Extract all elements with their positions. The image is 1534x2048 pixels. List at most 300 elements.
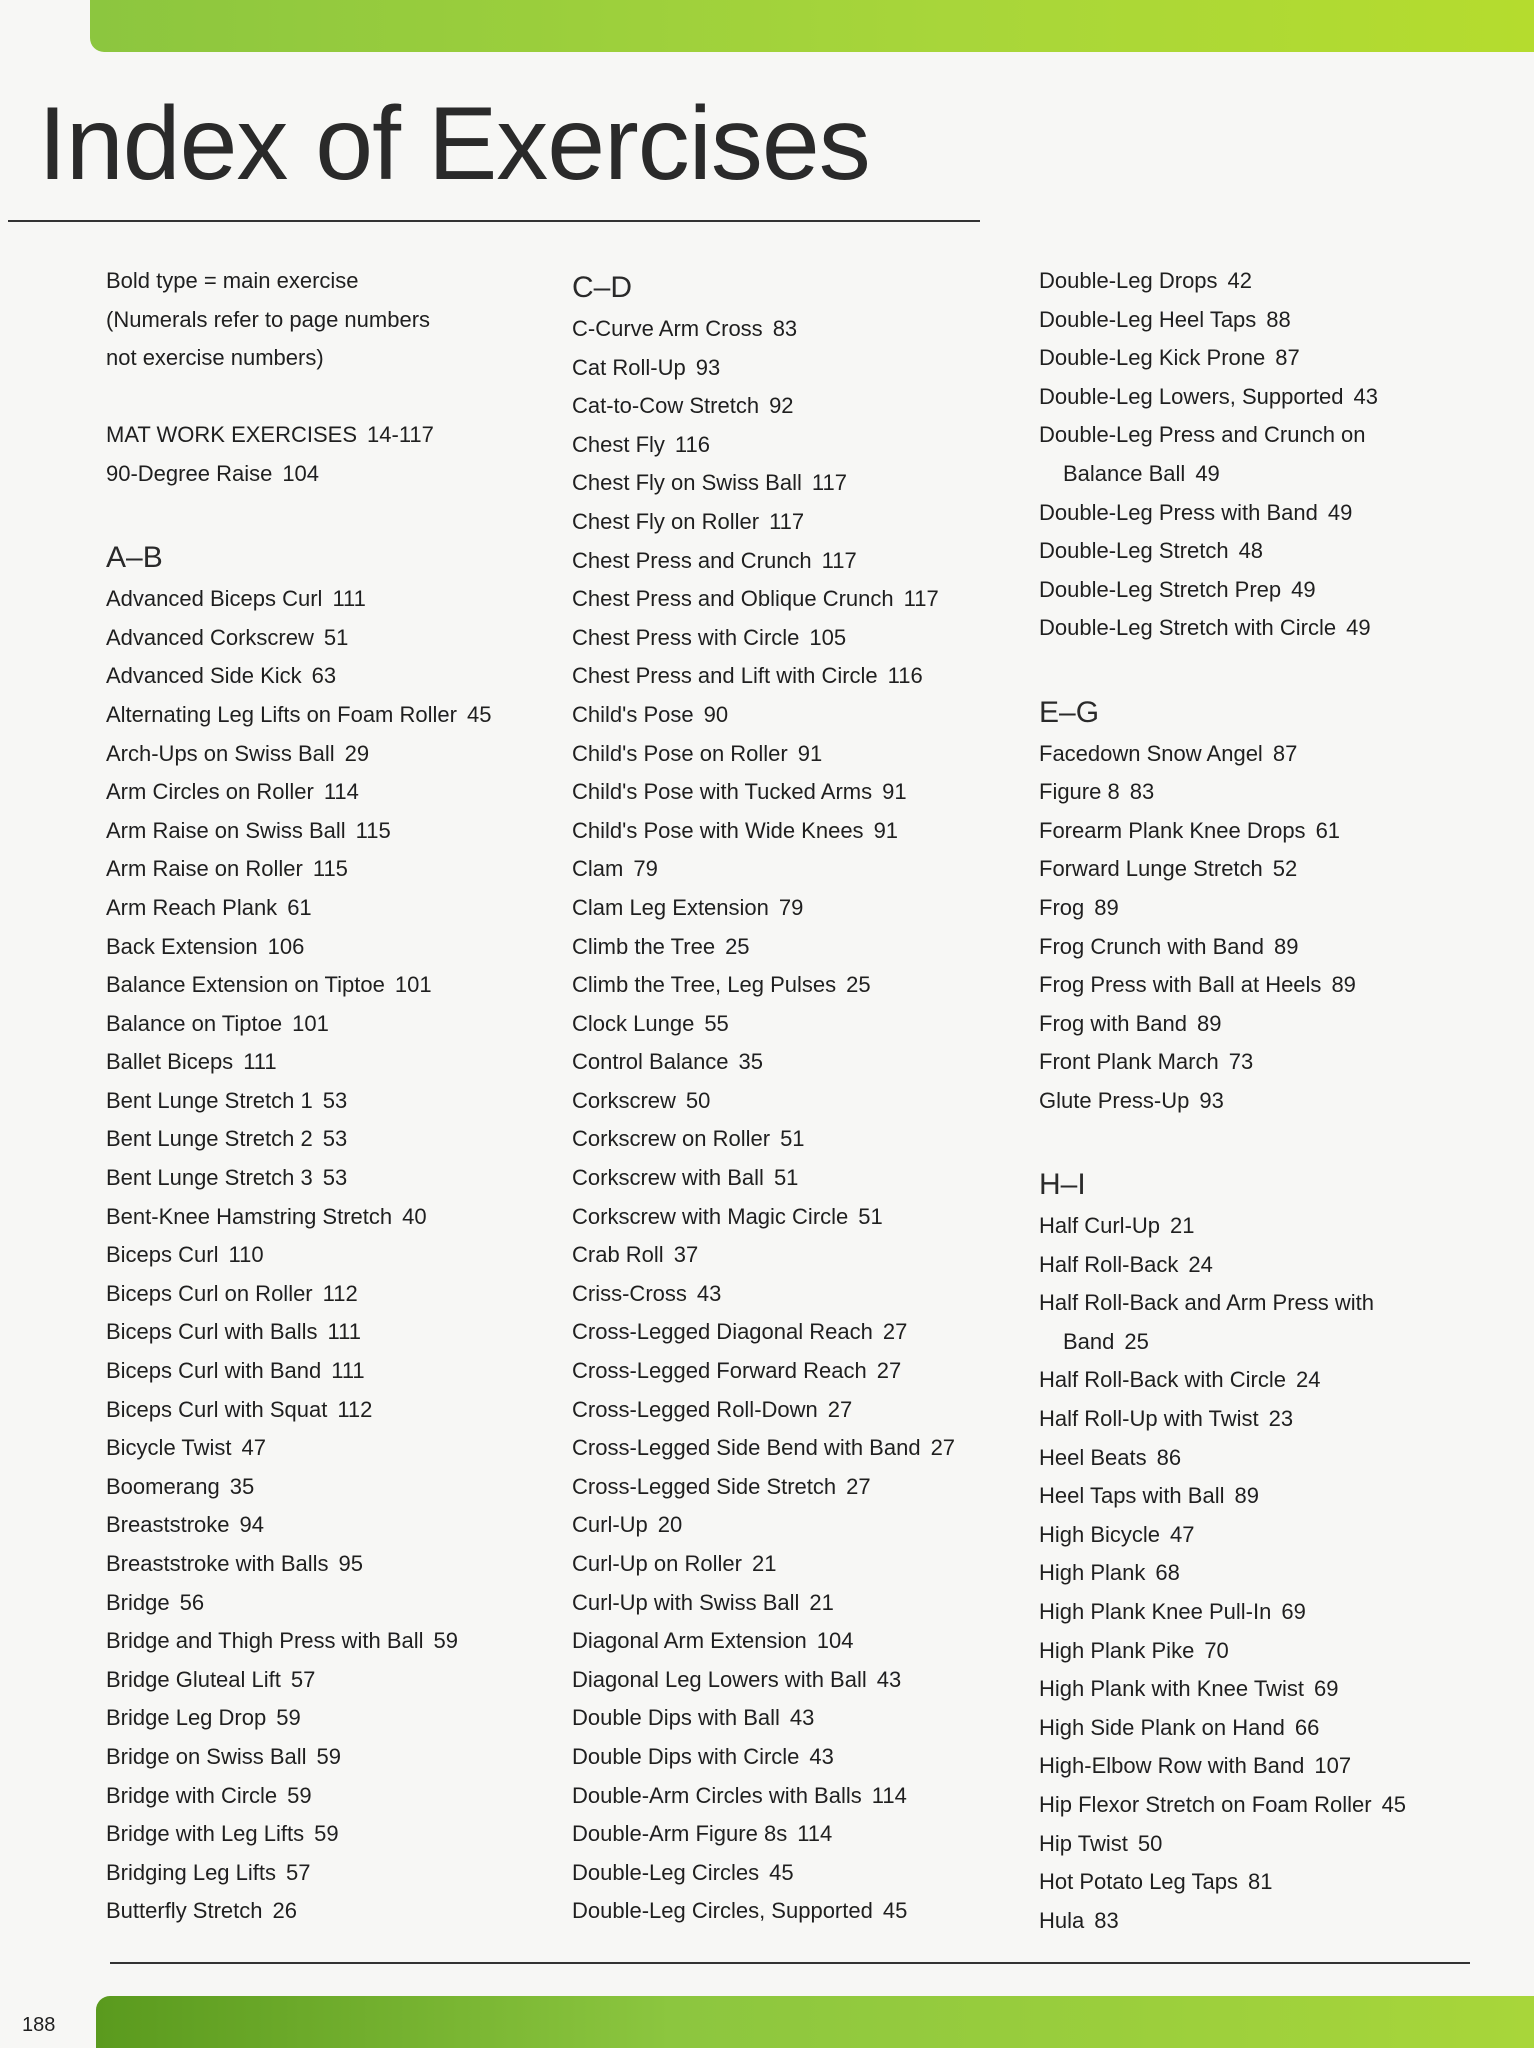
entry-name: MAT WORK EXERCISES — [106, 422, 358, 448]
entry-page: 50 — [685, 1087, 711, 1113]
index-entry — [572, 1275, 1012, 1314]
index-entry — [106, 1005, 546, 1044]
entry-page: 86 — [1156, 1444, 1182, 1470]
index-entry — [572, 1699, 1012, 1738]
index-entry — [106, 1275, 546, 1314]
entry-name: Cat Roll-Up — [572, 354, 686, 380]
entry-page: 35 — [738, 1049, 764, 1075]
index-entry — [106, 1082, 546, 1121]
entry-name: Climb the Tree, Leg Pulses — [572, 972, 837, 998]
index-entry — [1039, 1747, 1479, 1786]
entry-page: 93 — [1199, 1087, 1224, 1113]
entry-name: Criss-Cross — [572, 1280, 687, 1306]
entry-page: 117 — [821, 547, 857, 573]
entry-page: 111 — [327, 1319, 361, 1345]
entry-name: Chest Fly on Swiss Ball — [572, 470, 802, 496]
entry-page: 79 — [778, 894, 804, 920]
spacer — [1039, 1120, 1479, 1159]
entry-name: Frog with Band — [1039, 1010, 1187, 1036]
entry-page: 87 — [1275, 345, 1300, 371]
index-entry — [106, 1622, 546, 1661]
index-entry — [106, 1584, 546, 1623]
entry-name: Forward Lunge Stretch — [1039, 856, 1263, 882]
entry-name: Child's Pose with Wide Knees — [572, 817, 864, 843]
index-entry — [1039, 1516, 1479, 1555]
index-entry — [572, 928, 1012, 967]
entry-page: 48 — [1238, 538, 1264, 564]
section-heading: C–D — [572, 271, 633, 304]
entry-page: 27 — [930, 1435, 956, 1461]
index-entry — [572, 310, 1012, 349]
entry-name: Arm Circles on Roller — [106, 779, 314, 805]
entry-name: Balance on Tiptoe — [106, 1010, 283, 1036]
index-entry — [572, 1622, 1012, 1661]
entry-name: High Plank Pike — [1039, 1637, 1195, 1663]
index-entry — [572, 349, 1012, 388]
entry-name: Double-Leg Stretch — [1039, 538, 1229, 564]
spacer — [106, 378, 546, 417]
entry-page: 68 — [1155, 1560, 1180, 1586]
entry-name: Bridge Gluteal Lift — [106, 1666, 281, 1692]
index-entry — [1039, 1670, 1479, 1709]
index-entry — [572, 1584, 1012, 1623]
index-entry — [572, 1506, 1012, 1545]
entry-name: C-Curve Arm Cross — [572, 316, 763, 341]
entry-page: 21 — [751, 1551, 777, 1576]
index-entry — [1039, 494, 1479, 533]
index-entry — [106, 1236, 546, 1275]
index-entry — [106, 1506, 546, 1545]
index-entry — [1039, 1043, 1479, 1082]
index-column-2 — [572, 262, 1012, 1931]
index-column-1 — [106, 262, 546, 1931]
index-entry — [572, 657, 1012, 696]
entry-name: Heel Beats — [1039, 1444, 1147, 1470]
index-entry — [572, 1005, 1012, 1044]
entry-name: Advanced Corkscrew — [106, 624, 314, 650]
index-entry — [106, 773, 546, 812]
entry-name: Child's Pose on Roller — [572, 740, 788, 766]
index-entry — [106, 696, 546, 735]
index-entry — [106, 812, 546, 851]
entry-name: Cross-Legged Side Stretch — [572, 1473, 837, 1499]
index-entry — [106, 1352, 546, 1391]
entry-name: Cross-Legged Diagonal Reach — [572, 1319, 873, 1345]
entry-page: 45 — [1381, 1791, 1407, 1817]
entry-page: 51 — [323, 624, 349, 650]
entry-name: Forearm Plank Knee Drops — [1039, 817, 1306, 843]
entry-page: 94 — [239, 1512, 264, 1538]
index-column-3 — [1039, 262, 1479, 1940]
intro-note: not exercise numbers) — [106, 345, 324, 371]
entry-name: Back Extension — [106, 933, 258, 959]
entry-name: Double-Arm Circles with Balls — [572, 1782, 862, 1808]
index-entry — [572, 735, 1012, 774]
entry-page: 83 — [772, 316, 798, 341]
index-entry — [572, 1159, 1012, 1198]
entry-page: 107 — [1314, 1753, 1352, 1779]
entry-name: High Plank with Knee Twist — [1039, 1676, 1304, 1702]
entry-name: Double Dips with Ball — [572, 1705, 780, 1731]
entry-page: 110 — [228, 1242, 264, 1268]
index-entry — [572, 1429, 1012, 1468]
index-entry — [1039, 1786, 1479, 1825]
index-entry — [1039, 735, 1479, 774]
entry-page: 53 — [322, 1087, 348, 1113]
entry-page: 57 — [290, 1666, 316, 1692]
index-entry — [572, 889, 1012, 928]
entry-name: Arm Raise on Swiss Ball — [106, 817, 346, 843]
entry-name-cont: Band — [1063, 1328, 1115, 1354]
entry-page: 59 — [316, 1743, 342, 1769]
index-entry — [106, 1815, 546, 1854]
entry-name: Biceps Curl with Squat — [106, 1396, 328, 1422]
entry-page: 47 — [1170, 1521, 1195, 1547]
entry-page: 57 — [286, 1859, 311, 1885]
entry-page: 83 — [1094, 1907, 1119, 1933]
index-entry — [1039, 262, 1479, 301]
index-entry — [572, 1198, 1012, 1237]
index-entry — [572, 542, 1012, 581]
entry-name: Half Roll-Up with Twist — [1039, 1406, 1259, 1432]
index-entry — [1039, 1554, 1479, 1593]
index-entry — [572, 1468, 1012, 1507]
index-entry — [106, 889, 546, 928]
entry-page: 69 — [1313, 1676, 1339, 1702]
entry-name: High Bicycle — [1039, 1521, 1161, 1547]
index-entry — [106, 1854, 546, 1893]
entry-name: Arm Reach Plank — [106, 894, 278, 920]
entry-page: 116 — [674, 431, 710, 457]
index-entry — [572, 1352, 1012, 1391]
index-entry — [572, 387, 1012, 426]
page-title: Index of Exercises — [38, 86, 870, 202]
entry-page: 35 — [229, 1473, 255, 1499]
entry-page: 104 — [816, 1628, 854, 1654]
entry-name: Child's Pose — [572, 701, 694, 727]
entry-name: Corkscrew with Ball — [572, 1165, 764, 1191]
index-entry — [1039, 1246, 1479, 1285]
entry-name: Chest Fly — [572, 431, 665, 457]
entry-name: Double-Leg Press and Crunch on — [1039, 422, 1366, 448]
entry-name: Butterfly Stretch — [106, 1898, 263, 1924]
entry-page: 111 — [243, 1049, 277, 1075]
index-entry — [572, 503, 1012, 542]
entry-name: Chest Fly on Roller — [572, 508, 760, 534]
index-entry — [1039, 1361, 1479, 1400]
entry-page: 27 — [827, 1396, 853, 1422]
index-entry — [106, 850, 546, 889]
entry-page: 43 — [809, 1743, 834, 1769]
index-entry — [106, 1198, 546, 1237]
entry-name: Heel Taps with Ball — [1039, 1483, 1225, 1509]
entry-name: Breaststroke — [106, 1512, 230, 1538]
entry-page: 50 — [1137, 1830, 1163, 1856]
index-entry — [106, 1738, 546, 1777]
entry-page: 25 — [725, 933, 750, 959]
entry-name: Double-Leg Lowers, Supported — [1039, 383, 1344, 409]
index-entry — [1039, 1284, 1479, 1323]
entry-name: Glute Press-Up — [1039, 1087, 1190, 1113]
entry-page: 26 — [272, 1898, 297, 1924]
index-entry — [106, 1699, 546, 1738]
entry-name: Bent Lunge Stretch 1 — [106, 1087, 313, 1113]
index-entry — [1039, 609, 1479, 648]
index-entry — [1039, 301, 1479, 340]
entry-page: 61 — [287, 894, 312, 920]
entry-page: 53 — [322, 1126, 348, 1152]
entry-name: Front Plank March — [1039, 1049, 1219, 1075]
entry-page: 73 — [1228, 1049, 1254, 1075]
index-entry — [572, 619, 1012, 658]
entry-page: 45 — [466, 701, 492, 727]
entry-name: Curl-Up with Swiss Ball — [572, 1589, 800, 1615]
entry-page: 52 — [1272, 856, 1298, 882]
entry-page: 51 — [780, 1126, 805, 1152]
entry-name: Curl-Up on Roller — [572, 1551, 742, 1576]
index-entry — [106, 580, 546, 619]
entry-page: 89 — [1234, 1483, 1259, 1509]
index-entry — [1039, 1439, 1479, 1478]
entry-page: 83 — [1129, 779, 1155, 805]
index-entry — [106, 1468, 546, 1507]
index-entry — [106, 1120, 546, 1159]
entry-page: 42 — [1227, 268, 1253, 293]
entry-name: Cat-to-Cow Stretch — [572, 393, 760, 419]
index-entry — [1039, 889, 1479, 928]
entry-name: Chest Press and Crunch — [572, 547, 812, 573]
index-entry — [572, 1082, 1012, 1121]
index-entry — [572, 1854, 1012, 1893]
entry-page: 101 — [292, 1010, 329, 1036]
index-entry — [1039, 1005, 1479, 1044]
entry-page: 40 — [402, 1203, 427, 1229]
index-entry — [106, 1429, 546, 1468]
spacer — [106, 494, 546, 533]
entry-name: Double-Leg Kick Prone — [1039, 345, 1266, 371]
entry-page: 14-117 — [367, 422, 434, 448]
index-entry — [1039, 339, 1479, 378]
entry-page: 49 — [1195, 460, 1220, 486]
entry-name: Alternating Leg Lifts on Foam Roller — [106, 701, 457, 727]
entry-name: Chest Press with Circle — [572, 624, 800, 650]
index-entry — [1039, 812, 1479, 851]
entry-page: 92 — [769, 393, 794, 419]
entry-name: Arm Raise on Roller — [106, 856, 303, 882]
entry-page: 104 — [282, 460, 320, 486]
entry-page: 59 — [433, 1628, 459, 1654]
entry-name: Bent Lunge Stretch 2 — [106, 1126, 313, 1152]
index-entry — [572, 1661, 1012, 1700]
entry-name: Clock Lunge — [572, 1010, 695, 1036]
entry-page: 55 — [704, 1010, 729, 1036]
entry-name: Half Roll-Back with Circle — [1039, 1367, 1286, 1393]
entry-name: Bridging Leg Lifts — [106, 1859, 276, 1885]
index-entry — [572, 696, 1012, 735]
entry-name: Double-Leg Press with Band — [1039, 499, 1318, 525]
index-entry-continued — [1039, 455, 1479, 494]
index-entry — [1039, 1863, 1479, 1902]
entry-page: 27 — [846, 1473, 871, 1499]
entry-name: Clam Leg Extension — [572, 894, 769, 920]
entry-page: 115 — [312, 856, 348, 882]
entry-page: 20 — [657, 1512, 683, 1538]
entry-page: 25 — [1124, 1328, 1149, 1354]
section-heading: A–B — [106, 541, 163, 575]
entry-page: 112 — [337, 1396, 373, 1422]
index-entry — [1039, 850, 1479, 889]
entry-page: 51 — [773, 1165, 799, 1191]
entry-name: Corkscrew — [572, 1087, 676, 1113]
entry-name: Bridge and Thigh Press with Ball — [106, 1628, 424, 1654]
entry-page: 66 — [1294, 1714, 1320, 1740]
entry-name: Frog Press with Ball at Heels — [1039, 972, 1322, 998]
entry-page: 105 — [809, 624, 847, 650]
entry-page: 59 — [314, 1821, 339, 1847]
entry-name: High-Elbow Row with Band — [1039, 1753, 1305, 1779]
entry-name: Corkscrew with Magic Circle — [572, 1203, 849, 1229]
entry-page: 88 — [1266, 306, 1291, 332]
index-entry — [572, 464, 1012, 503]
entry-name: Diagonal Arm Extension — [572, 1628, 807, 1654]
entry-name: Facedown Snow Angel — [1039, 740, 1263, 766]
entry-page: 21 — [809, 1589, 834, 1615]
entry-page: 45 — [769, 1859, 794, 1885]
entry-name: Hip Twist — [1039, 1830, 1128, 1856]
entry-name: Biceps Curl — [106, 1242, 219, 1268]
entry-page: 117 — [903, 586, 939, 612]
entry-name: Chest Press and Lift with Circle — [572, 663, 878, 689]
entry-name: Hula — [1039, 1907, 1085, 1933]
entry-name: Figure 8 — [1039, 779, 1120, 805]
index-entry — [106, 735, 546, 774]
entry-page: 43 — [876, 1666, 902, 1692]
index-entry — [106, 966, 546, 1005]
index-entry — [572, 426, 1012, 465]
index-entry — [106, 1545, 546, 1584]
index-entry — [1039, 1709, 1479, 1748]
entry-page: 101 — [394, 972, 432, 998]
entry-name: Double Dips with Circle — [572, 1743, 800, 1769]
index-entry — [572, 966, 1012, 1005]
index-entry — [106, 1391, 546, 1430]
index-entry — [1039, 1825, 1479, 1864]
entry-page: 49 — [1291, 576, 1316, 602]
entry-name: Half Roll-Back — [1039, 1251, 1179, 1277]
entry-page: 91 — [797, 740, 823, 766]
entry-page: 111 — [332, 586, 366, 612]
entry-page: 29 — [344, 740, 370, 766]
index-entry — [106, 416, 546, 455]
index-entry — [572, 1391, 1012, 1430]
entry-name: Frog — [1039, 894, 1085, 920]
entry-page: 63 — [311, 663, 337, 689]
entry-page: 59 — [287, 1782, 312, 1808]
entry-name: Hip Flexor Stretch on Foam Roller — [1039, 1791, 1372, 1817]
index-entry — [1039, 571, 1479, 610]
entry-page: 24 — [1295, 1367, 1321, 1393]
index-entry — [1039, 966, 1479, 1005]
entry-page: 43 — [789, 1705, 815, 1731]
entry-page: 43 — [1353, 383, 1379, 409]
index-entry — [106, 1159, 546, 1198]
entry-page: 112 — [322, 1280, 358, 1306]
entry-page: 117 — [769, 508, 805, 534]
entry-page: 37 — [673, 1242, 699, 1268]
index-entry — [572, 1777, 1012, 1816]
index-entry — [106, 928, 546, 967]
entry-name: Bent-Knee Hamstring Stretch — [106, 1203, 393, 1229]
entry-page: 114 — [871, 1782, 907, 1808]
entry-page: 79 — [633, 856, 658, 882]
entry-page: 43 — [696, 1280, 722, 1306]
entry-name: Half Roll-Back and Arm Press with — [1039, 1290, 1374, 1316]
intro-note: (Numerals refer to page numbers — [106, 306, 431, 332]
index-entry — [572, 1738, 1012, 1777]
entry-page: 111 — [331, 1358, 365, 1384]
index-entry — [106, 1661, 546, 1700]
index-entry — [1039, 1082, 1479, 1121]
intro-note: Bold type = main exercise — [106, 268, 359, 293]
entry-name: High Plank Knee Pull-In — [1039, 1599, 1272, 1624]
entry-name: Frog Crunch with Band — [1039, 933, 1264, 959]
entry-name: Child's Pose with Tucked Arms — [572, 779, 873, 805]
bottom-green-bar — [96, 1996, 1534, 2048]
index-entry — [106, 1777, 546, 1816]
entry-page: 117 — [811, 470, 847, 496]
section-heading: E–G — [1039, 695, 1100, 729]
entry-name: Bridge Leg Drop — [106, 1705, 267, 1731]
entry-name: High Plank — [1039, 1560, 1146, 1586]
index-entry — [572, 1892, 1012, 1931]
index-entry — [1039, 378, 1479, 417]
index-entry — [106, 619, 546, 658]
entry-name: Cross-Legged Roll-Down — [572, 1396, 818, 1422]
entry-name: Bridge with Circle — [106, 1782, 278, 1808]
entry-page: 27 — [882, 1319, 908, 1345]
index-entry — [572, 812, 1012, 851]
entry-name-cont: Balance Ball — [1063, 460, 1186, 486]
entry-name: Double-Leg Circles — [572, 1859, 760, 1885]
entry-name: Bridge with Leg Lifts — [106, 1821, 305, 1847]
entry-name: Cross-Legged Forward Reach — [572, 1358, 867, 1384]
index-entry — [1039, 928, 1479, 967]
entry-page: 51 — [858, 1203, 883, 1229]
entry-name: Biceps Curl with Band — [106, 1358, 322, 1384]
entry-page: 91 — [882, 779, 907, 805]
index-entry — [106, 1892, 546, 1931]
index-entry — [1039, 1207, 1479, 1246]
index-entry — [572, 580, 1012, 619]
bottom-divider — [110, 1962, 1470, 1964]
entry-page: 45 — [882, 1898, 908, 1924]
entry-name: Ballet Biceps — [106, 1049, 234, 1075]
entry-name: Half Curl-Up — [1039, 1213, 1161, 1239]
entry-name: 90-Degree Raise — [106, 460, 273, 486]
entry-page: 61 — [1315, 817, 1341, 843]
entry-name: Clam — [572, 856, 624, 882]
entry-name: Double-Leg Circles, Supported — [572, 1898, 873, 1924]
entry-name: Double-Leg Drops — [1039, 268, 1218, 293]
entry-page: 23 — [1268, 1406, 1294, 1432]
entry-name: Bicycle Twist — [106, 1435, 232, 1461]
entry-name: Advanced Biceps Curl — [106, 586, 323, 612]
index-entry — [106, 657, 546, 696]
index-entry — [106, 455, 546, 494]
entry-page: 56 — [179, 1589, 205, 1615]
entry-name: Double-Leg Stretch Prep — [1039, 576, 1282, 602]
index-entry — [1039, 1477, 1479, 1516]
